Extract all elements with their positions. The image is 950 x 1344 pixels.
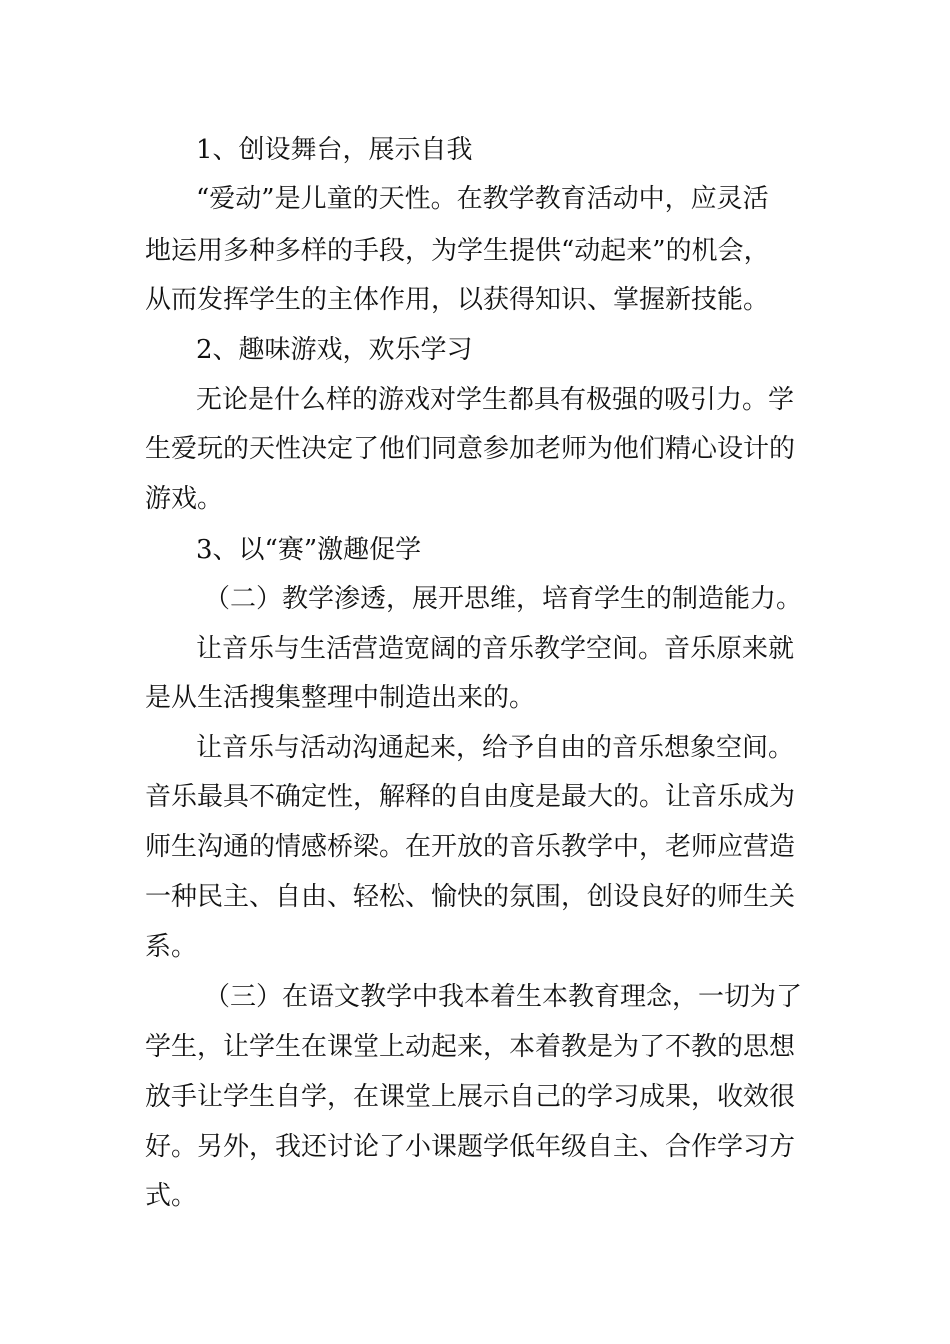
paragraph-line: 放手让学生自学，在课堂上展示自己的学习成果，收效很 — [145, 1082, 796, 1112]
paragraph-line: 无论是什么样的游戏对学生都具有极强的吸引力。学 — [196, 385, 795, 415]
paragraph-line: 生爱玩的天性决定了他们同意参加老师为他们精心设计的 — [145, 434, 796, 464]
paragraph-line: 音乐最具不确定性，解释的自由度是最大的。让音乐成为 — [145, 782, 796, 812]
paragraph-line: 地运用多种多样的手段，为学生提供“动起来”的机会， — [145, 236, 770, 266]
paragraph-line: 师生沟通的情感桥梁。在开放的音乐教学中，老师应营造 — [145, 832, 796, 862]
paragraph-line: “爱动”是儿童的天性。在教学教育活动中，应灵活 — [196, 184, 769, 214]
paragraph-line: 式。 — [145, 1181, 198, 1211]
paragraph-line: 系。 — [145, 932, 198, 962]
paragraph-line: 从而发挥学生的主体作用，以获得知识、掌握新技能。 — [145, 285, 770, 315]
paragraph-line: 是从生活搜集整理中制造出来的。 — [145, 683, 536, 713]
paragraph-line: 好。另外，我还讨论了小课题学低年级自主、合作学习方 — [145, 1132, 796, 1162]
paragraph-line: 游戏。 — [145, 484, 224, 514]
section-heading-teaching: （二）教学渗透，展开思维，培育学生的制造能力。 — [204, 584, 803, 614]
paragraph-line: 一种民主、自由、轻松、愉快的氛围，创设良好的师生关 — [145, 882, 796, 912]
heading-fun-games: 2、趣味游戏，欢乐学习 — [196, 335, 473, 365]
paragraph-line: 学生，让学生在课堂上动起来，本着教是为了不教的思想 — [145, 1032, 796, 1062]
heading-competition: 3、以“赛”激趣促学 — [196, 535, 422, 565]
paragraph-line: 让音乐与生活营造宽阔的音乐教学空间。音乐原来就 — [196, 634, 795, 664]
section-heading-chinese: （三）在语文教学中我本着生本教育理念，一切为了 — [204, 982, 803, 1012]
heading-create-stage: 1、创设舞台，展示自我 — [196, 135, 473, 165]
paragraph-line: 让音乐与活动沟通起来，给予自由的音乐想象空间。 — [196, 733, 795, 763]
